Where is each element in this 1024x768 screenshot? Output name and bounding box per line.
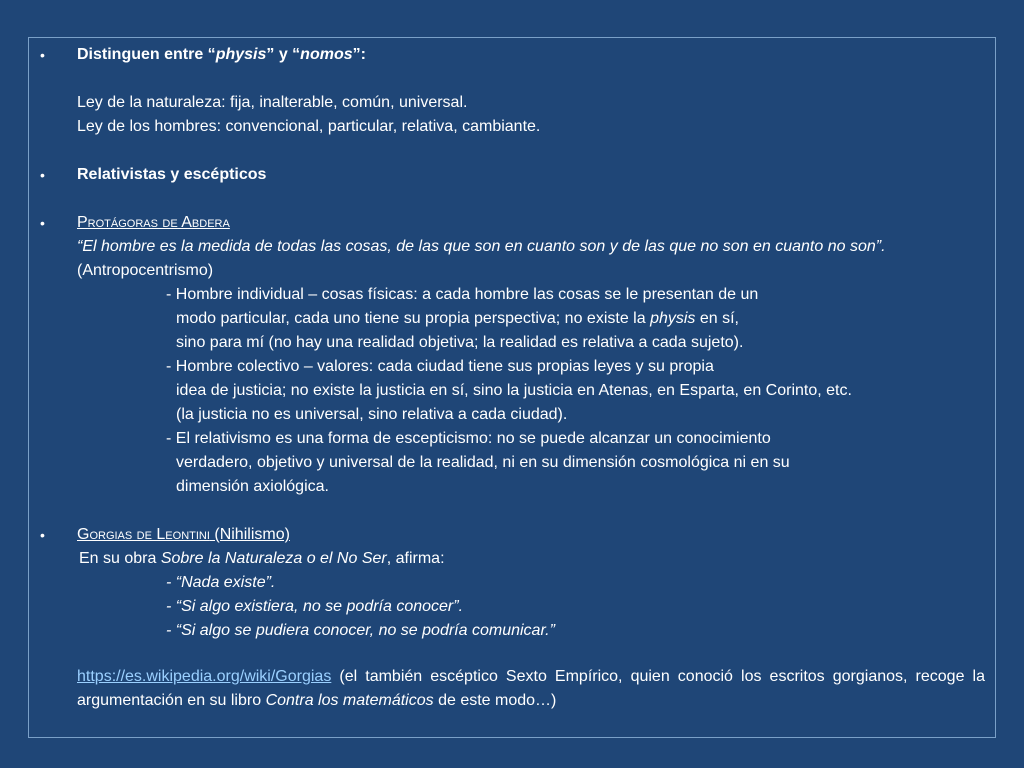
collective-point-line-3: (la justicia no es universal, sino relativa a cada ciudad).: [176, 406, 568, 423]
section-relativists-heading: Relativistas y escépticos: [77, 166, 267, 183]
anthropocentrism-label: (Antropocentrismo): [77, 262, 214, 279]
protagoras-quote: “El hombre es la medida de todas las cosas, de las que son en cuanto son y de las que no son en cuanto no son”.: [77, 238, 886, 255]
bullet-3: •: [40, 215, 45, 231]
collective-point-line-2: idea de justicia; no existe la justicia en sí, sino la justicia en Atenas, en Esparta, en Corinto, etc.: [176, 382, 852, 399]
individual-point-line-3: sino para mí (no hay una realidad objetiva; la realidad es relativa a cada sujeto).: [176, 334, 744, 351]
natural-law-line: Ley de la naturaleza: fija, inalterable, común, universal.: [77, 94, 468, 111]
gorgias-thesis-3: - “Si algo se pudiera conocer, no se podría comunicar.”: [166, 622, 555, 639]
human-law-line: Ley de los hombres: convencional, particular, relativa, cambiante.: [77, 118, 541, 135]
individual-point-line-1: - Hombre individual – cosas físicas: a cada hombre las cosas se le presentan de un: [166, 286, 759, 303]
relativism-point-line-1: - El relativismo es una forma de escepticismo: no se puede alcanzar un conocimiento: [166, 430, 771, 447]
gorgias-thesis-1: - “Nada existe”.: [166, 574, 276, 591]
gorgias-thesis-2: - “Si algo existiera, no se podría conocer”.: [166, 598, 464, 615]
protagoras-heading: Protágoras de Abdera: [77, 214, 230, 231]
relativism-point-line-2: verdadero, objetivo y universal de la realidad, ni en su dimensión cosmológica ni en su: [176, 454, 790, 471]
bullet-4: •: [40, 527, 45, 543]
footer-paragraph: https://es.wikipedia.org/wiki/Gorgias (el también escéptico Sexto Empírico, quien conoció los escritos gorgianos, recoge la argumentación en su libro Contra los matemáticos de este modo…): [77, 668, 985, 709]
bullet-2: •: [40, 167, 45, 183]
collective-point-line-1: - Hombre colectivo – valores: cada ciudad tiene sus propias leyes y su propia: [166, 358, 714, 375]
bullet-1: •: [40, 47, 45, 63]
individual-point-line-2: modo particular, cada uno tiene su propia perspectiva; no existe la physis en sí,: [176, 310, 739, 327]
gorgias-intro: En su obra Sobre la Naturaleza o el No Ser, afirma:: [79, 550, 445, 567]
gorgias-heading: Gorgias de Leontini (Nihilismo): [77, 526, 290, 543]
section-physis-nomos-heading: Distinguen entre “physis” y “nomos”:: [77, 46, 366, 63]
relativism-point-line-3: dimensión axiológica.: [176, 478, 329, 495]
wikipedia-gorgias-link[interactable]: https://es.wikipedia.org/wiki/Gorgias: [77, 668, 332, 685]
